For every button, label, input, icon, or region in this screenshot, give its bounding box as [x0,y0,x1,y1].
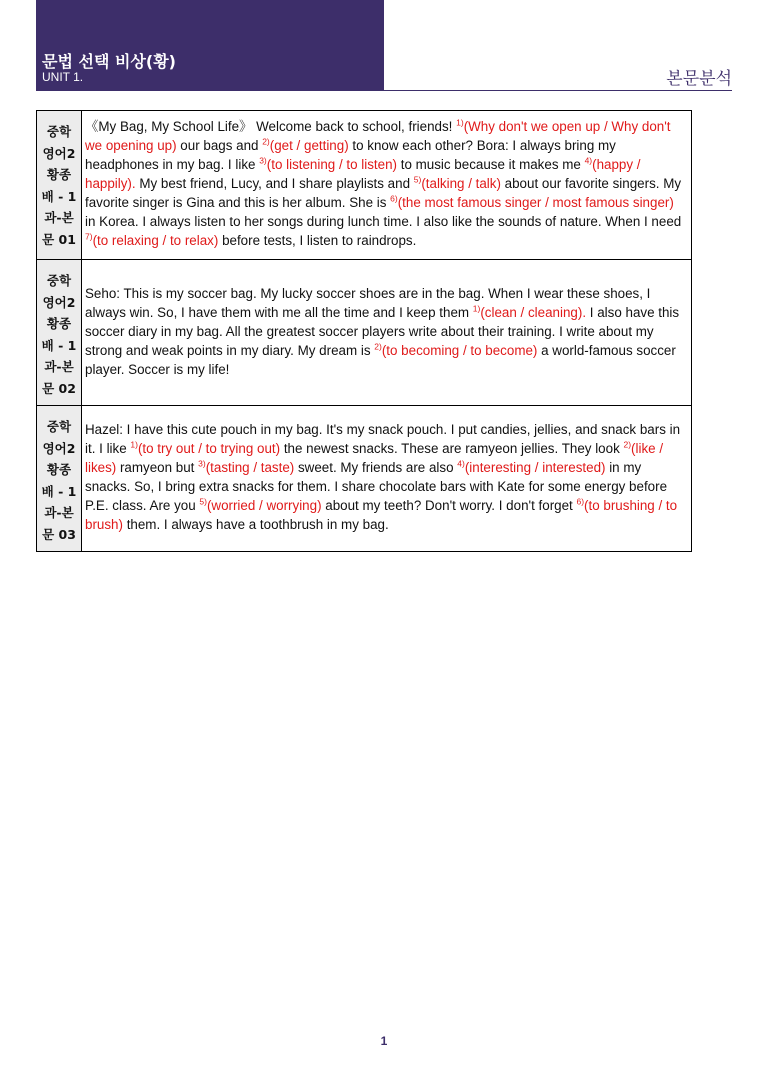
choice-option: (tasting / taste) [205,460,295,475]
choice-option: (Why don't we open up / Why don't we opening up) [85,119,671,153]
passage-row [37,406,692,552]
choice-option: (get / getting) [269,138,349,153]
choice-option: (to try out / to trying out) [137,441,281,456]
header-divider [384,90,732,91]
choice-option: (happy / happily). [85,157,641,191]
choice-option: (to relaxing / to relax) [92,233,219,248]
choice-option: (interesting / interested) [464,460,606,475]
passage-text: Seho: This is my soccer bag. My lucky soccer shoes are in the bag. When I wear these shoes, I always win. So, I have them with me all the time and I keep them $^{1)}$(clean / cleaning). I also have this soccer diary in my bag. All the greatest soccer players write about their training. I write about my strong and weak points in my diary. My dream is $^{2)}$(to becoming / to become) a world-famous soccer player. Soccer is my life! [82,260,692,406]
passage-row [37,111,692,260]
choice-option: (to brushing / to brush) [85,498,678,532]
choice-option: (like / likes) [85,441,664,475]
passage-table [36,110,692,552]
passage-text: 《My Bag, My School Life》 Welcome back to school, friends! $^{1)}$(Why don't we open up / Why don't we opening up) our bags and $^{2)}$(get / getting) to know each other? Bora: I always bring my headphones in my bag. I like $^{3)}$(to listening / to listen) to music because it makes me $^{4)}$(happy / happily). My best friend, Lucy, and I share playlists and $^{5)}$(talking / talk) about our favorite singers. My favorite singer is Gina and this is her album. She is $^{6)}$(the most famous singer / most famous singer) in Korea. I always listen to her songs during lunch time. I also like the sounds of nature. When I need $^{7)}$(to relaxing / to relax) before tests, I listen to raindrops. [82,111,692,260]
passage-label: 중학 영어2 황종 배 - 1 과-본 문 01 [37,111,82,260]
choice-option: (clean / cleaning). [480,305,587,320]
choice-option: (the most famous singer / most famous singer) [397,195,674,210]
choice-option: (talking / talk) [421,176,501,191]
passage-text: Hazel: I have this cute pouch in my bag. It's my snack pouch. I put candies, jellies, and snack bars in it. I like $^{1)}$(to try out / to trying out) the newest snacks. These are ramyeon jellies. They look $^{2)}$(like / likes) ramyeon but $^{3)}$(tasting / taste) sweet. My friends are also $^{4)}$(interesting / interested) in my snacks. So, I bring extra snacks for them. I share chocolate bars with Kate for some energy before P.E. class. Are you $^{5)}$(worried / worrying) about my teeth? Don't worry. I don't forget $^{6)}$(to brushing / to brush) them. I always have a toothbrush in my bag. [82,406,692,552]
header-band [36,0,384,91]
choice-option: (to becoming / to become) [381,343,538,358]
passage-label: 중학 영어2 황종 배 - 1 과-본 문 02 [37,260,82,406]
choice-option: (to listening / to listen) [266,157,398,172]
section-title: 본문분석 [666,69,732,89]
page-number: 1 [380,1034,388,1048]
choice-option: (worried / worrying) [206,498,322,513]
passage-row [37,260,692,406]
passage-label: 중학 영어2 황종 배 - 1 과-본 문 03 [37,406,82,552]
page-title: 문법 선택 비상(황) [42,52,176,71]
unit-label: UNIT 1. [42,70,84,84]
